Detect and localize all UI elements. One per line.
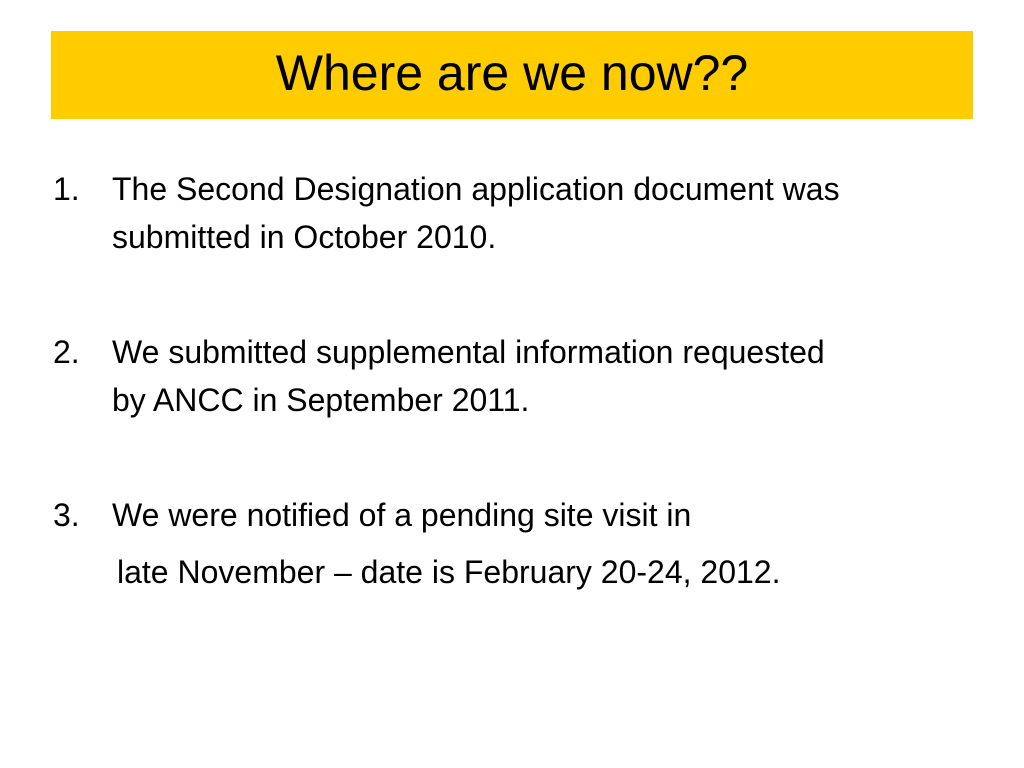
list-item-text-line: We submitted supplemental information requested [112, 334, 825, 370]
list-item-number: 1. [53, 171, 80, 207]
list-item-text-line: by ANCC in September 2011. [112, 382, 530, 418]
list-item-text-line: We were notified of a pending site visit in [112, 497, 692, 533]
list-item-number: 2. [53, 334, 80, 370]
list-item-text-line: late November – date is February 20-24, 2012. [117, 554, 781, 590]
slide-title: Where are we now?? [275, 45, 749, 101]
list-item-text-line: submitted in October 2010. [112, 219, 497, 255]
list-item-text-line: The Second Designation application document was [112, 171, 840, 207]
list-item-number: 3. [53, 497, 80, 533]
